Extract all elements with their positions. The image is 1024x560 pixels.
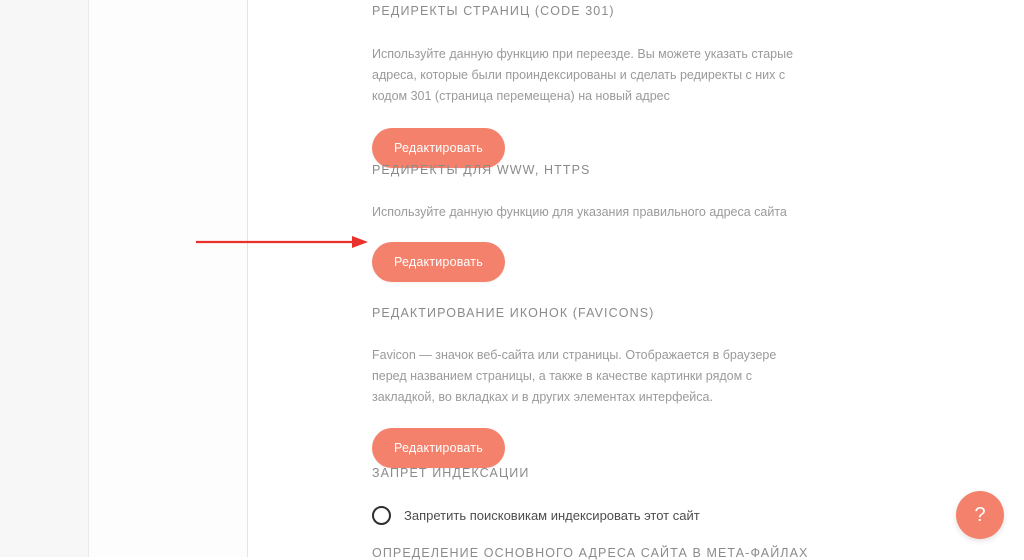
section-description: Favicon — значок веб-сайта или страницы. Отображается в браузере перед названием страницы, а также в качестве картинки рядом с закладкой, во вкладках и в других элементах интерфейса.: [372, 348, 777, 404]
section-redirects-301: [372, 4, 972, 168]
section-title: РЕДАКТИРОВАНИЕ ИКОНОК (FAVICONS): [372, 306, 655, 320]
section-description: Используйте данную функцию для указания правильного адреса сайта: [372, 205, 787, 219]
main-content: [248, 0, 1024, 560]
edit-redirects-www-https-button[interactable]: Редактировать: [372, 242, 505, 282]
disallow-indexing-row[interactable]: [372, 506, 972, 525]
left-gutter: [0, 0, 89, 557]
section-title: ОПРЕДЕЛЕНИЕ ОСНОВНОГО АДРЕСА САЙТА В МЕТА-ФАЙЛАХ: [372, 546, 809, 560]
radio-icon[interactable]: [372, 506, 391, 525]
section-index-ban: [372, 466, 972, 525]
section-title: ЗАПРЕТ ИНДЕКСАЦИИ: [372, 466, 530, 480]
edit-redirects-301-button[interactable]: Редактировать: [372, 128, 505, 168]
edit-favicons-button[interactable]: Редактировать: [372, 428, 505, 468]
section-description: Используйте данную функцию при переезде. Вы можете указать старые адреса, которые были проиндексированы и сделать редиректы с них с кодом 301 (страница перемещена) на новый адрес: [372, 47, 794, 103]
secondary-gutter: [89, 0, 248, 557]
section-favicons: [372, 306, 972, 468]
section-redirects-www-https: [372, 163, 972, 282]
section-title: РЕДИРЕКТЫ ДЛЯ WWW, HTTPS: [372, 163, 591, 177]
disallow-indexing-label: Запретить поисковикам индексировать этот сайт: [404, 508, 700, 523]
section-title: РЕДИРЕКТЫ СТРАНИЦ (CODE 301): [372, 4, 615, 18]
help-button[interactable]: ?: [956, 491, 1004, 539]
section-main-address-meta: [372, 546, 972, 560]
